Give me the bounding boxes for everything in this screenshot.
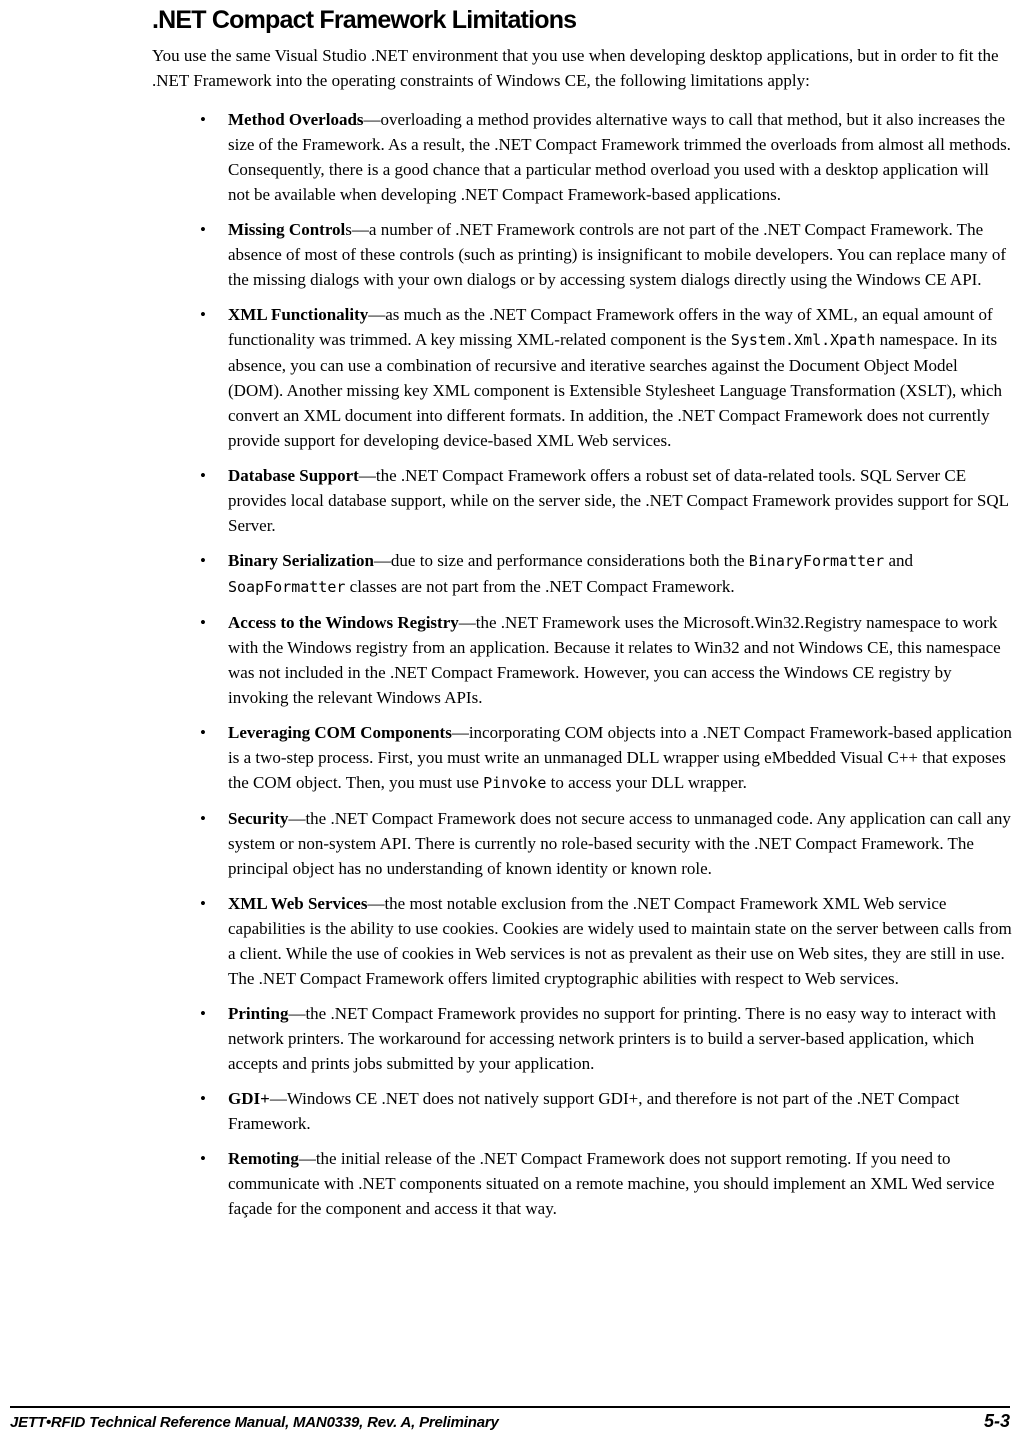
list-item bbox=[152, 610, 1012, 710]
list-item bbox=[152, 1146, 1012, 1221]
bullet-text: —due to size and performance considerations both the bbox=[373, 551, 749, 570]
list-item bbox=[152, 806, 1012, 881]
list-item bbox=[152, 548, 1012, 600]
bullet-text: to access your DLL wrapper. bbox=[546, 773, 747, 792]
document-page bbox=[152, 6, 1012, 1231]
bullet-text: —overloading a method provides alternative ways to call that method, but it also increases the size of the Framework. As a result, the .NET Compact Framework trimmed the overloads from almost all methods. Consequently, there is a good chance that a particular method overload you used with a desktop application will not be available when developing .NET Compact Framework-based applications. bbox=[228, 110, 1011, 204]
footer-divider bbox=[10, 1406, 1010, 1408]
limitations-list bbox=[152, 107, 1012, 1221]
code-text: System.Xml.Xpath bbox=[730, 331, 876, 349]
page-footer bbox=[10, 1406, 1010, 1432]
bullet-text: and bbox=[884, 551, 914, 570]
list-item bbox=[152, 1001, 1012, 1076]
list-item bbox=[152, 107, 1012, 207]
page-title: .NET Compact Framework Limitations bbox=[152, 6, 577, 34]
bullet-text: —the .NET Compact Framework does not secure access to unmanaged code. Any application can call any system or non-system API. There is currently no role-based security with the .NET Compact Framework. The principal object has no understanding of known identity or known role. bbox=[228, 809, 1011, 878]
footer-page-number: 5-3 bbox=[983, 1411, 1010, 1431]
list-item bbox=[152, 463, 1012, 538]
bullet-text: —the .NET Compact Framework offers a robust set of data-related tools. SQL Server CE provides local database support, while on the server side, the .NET Compact Framework provides support for SQL Server. bbox=[228, 466, 1009, 535]
list-item bbox=[152, 217, 1012, 292]
code-text: BinaryFormatter bbox=[748, 552, 885, 570]
code-text: Pinvoke bbox=[483, 774, 547, 792]
bullet-text: —the most notable exclusion from the .NET Compact Framework XML Web service capabilities is the ability to use cookies. Cookies are widely used to maintain state on the server between calls from a client. While the use of cookies in Web services is not as prevalent as their use on Web sites, they are still in use. The .NET Compact Framework offers limited cryptographic abilities with respect to Web services. bbox=[228, 894, 1012, 988]
bullet-text: —incorporating COM objects into a .NET Compact Framework-based application is a two-step process. First, you must write an unmanaged DLL wrapper using eMbedded Visual C++ that exposes the COM object. Then, you must use bbox=[228, 723, 1012, 792]
list-item bbox=[152, 1086, 1012, 1136]
footer-row bbox=[10, 1411, 1010, 1432]
bullet-term: GDI+ bbox=[228, 1089, 270, 1108]
bullet-text: —the initial release of the .NET Compact Framework does not support remoting. If you need to communicate with .NET components situated on a remote machine, you should implement an XML Wed service façade for the component and access it that way. bbox=[228, 1149, 995, 1218]
footer-manual-title: JETT•RFID Technical Reference Manual, MAN0339, Rev. A, Preliminary bbox=[10, 1414, 499, 1431]
bullet-text: classes are not part from the .NET Compact Framework. bbox=[345, 577, 735, 596]
bullet-term: Missing Control bbox=[228, 220, 346, 239]
bullet-term: XML Web Services bbox=[228, 894, 368, 913]
bullet-text: —the .NET Framework uses the Microsoft.Win32.Registry namespace to work with the Windows registry from an application. Because it relates to Win32 and not Windows CE, this namespace was not included in the .NET Compact Framework. However, you can access the Windows CE registry by invoking the relevant Windows APIs. bbox=[228, 613, 1001, 707]
list-item bbox=[152, 302, 1012, 453]
bullet-term: Database Support bbox=[228, 466, 359, 485]
bullet-text: namespace. In its absence, you can use a combination of recursive and iterative searches against the Document Object Model (DOM). Another missing key XML component is Extensible Stylesheet Language Transformation (XSLT), which convert an XML document into different formats. In addition, the .NET Compact Framework does not currently provide support for developing device-based XML Web services. bbox=[228, 330, 1003, 450]
list-item bbox=[152, 720, 1012, 796]
bullet-text: —Windows CE .NET does not natively support GDI+, and therefore is not part of the .NET Compact Framework. bbox=[228, 1089, 960, 1133]
code-text: SoapFormatter bbox=[228, 578, 346, 596]
bullet-text: s—a number of .NET Framework controls are not part of the .NET Compact Framework. The absence of most of these controls (such as printing) is insignificant to mobile developers. You can replace many of the missing dialogs with your own dialogs or by accessing system dialogs directly using the Windows CE API. bbox=[228, 220, 1007, 289]
bullet-term: Leveraging COM Components bbox=[228, 723, 452, 742]
bullet-term: Printing bbox=[228, 1004, 289, 1023]
intro-paragraph: You use the same Visual Studio .NET environment that you use when developing desktop applications, but in order to fit the .NET Framework into the operating constraints of Windows CE, the following limitations apply: bbox=[152, 46, 999, 90]
bullet-term: Security bbox=[228, 809, 289, 828]
bullet-term: Binary Serialization bbox=[228, 551, 374, 570]
bullet-term: XML Functionality bbox=[228, 305, 369, 324]
bullet-text: —the .NET Compact Framework provides no support for printing. There is no easy way to interact with network printers. The workaround for accessing network printers is to build a server-based application, which accepts and prints jobs submitted by your application. bbox=[228, 1004, 997, 1073]
list-item bbox=[152, 891, 1012, 991]
bullet-term: Method Overloads bbox=[228, 110, 364, 129]
bullet-text: —as much as the .NET Compact Framework offers in the way of XML, an equal amount of functionality was trimmed. A key missing XML-related component is the bbox=[228, 305, 993, 349]
bullet-term: Remoting bbox=[228, 1149, 299, 1168]
bullet-term: Access to the Windows Registry bbox=[228, 613, 459, 632]
